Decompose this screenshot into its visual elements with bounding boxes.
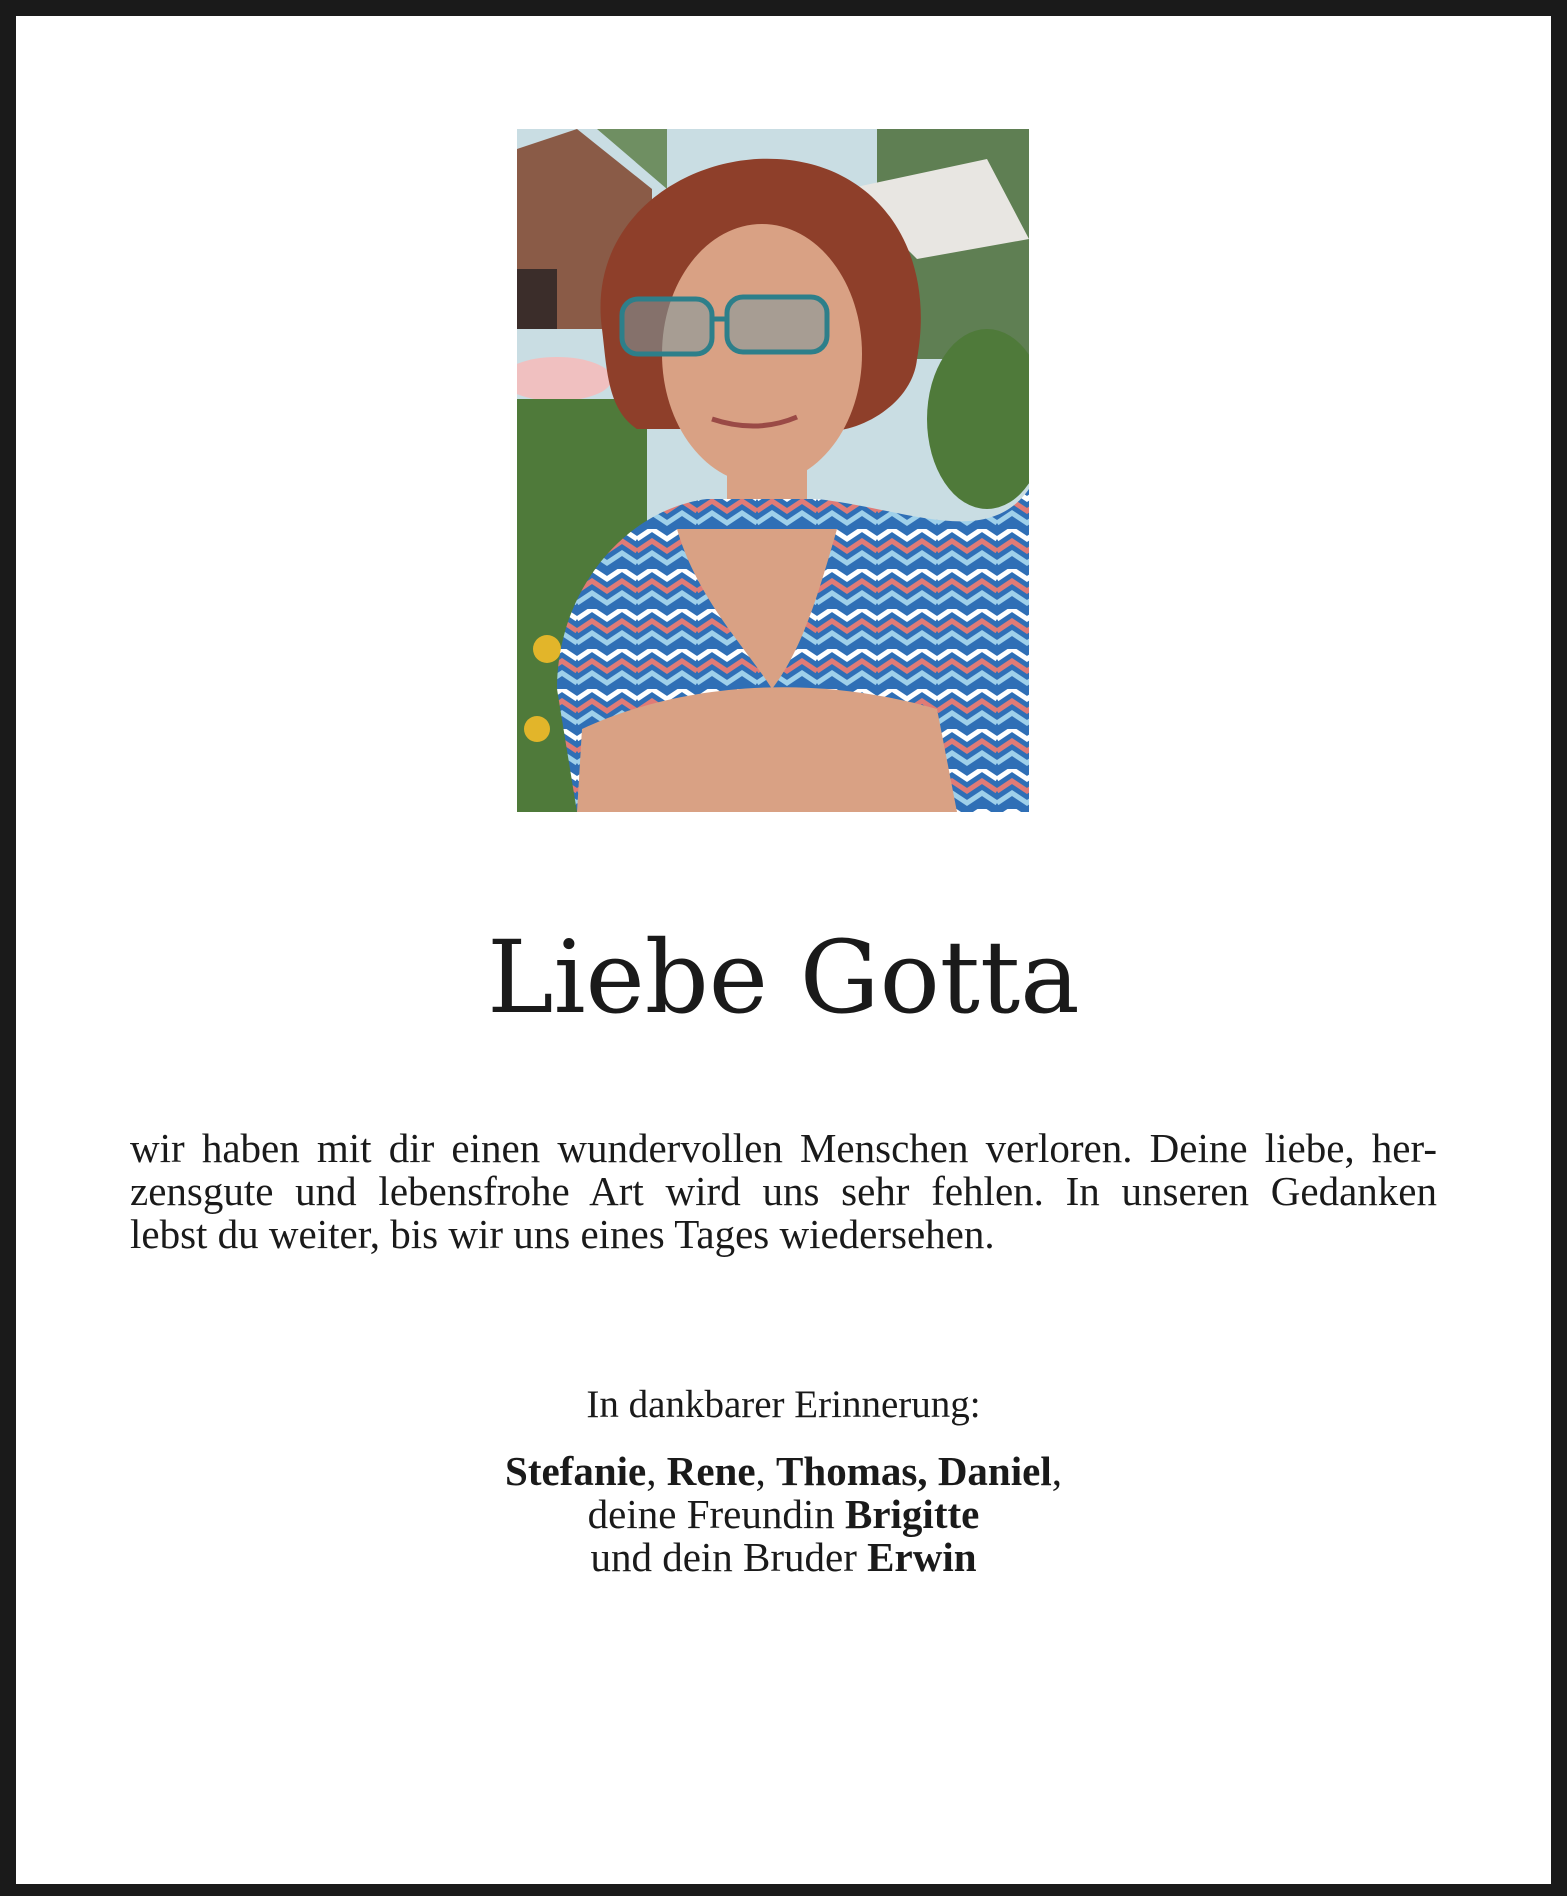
mourners-row-children: [0, 1450, 1567, 1493]
portrait-photo: [517, 129, 1029, 812]
separator: [928, 1448, 938, 1494]
relation-text: und dein Bruder: [590, 1534, 868, 1580]
mourner-name: Thomas,: [776, 1448, 928, 1494]
relation-text: deine Freundin: [587, 1491, 845, 1537]
closing-block: [0, 1383, 1567, 1579]
mourner-name: Stefanie: [505, 1448, 647, 1494]
mourners-row-brother: [0, 1536, 1567, 1579]
mourner-name: Erwin: [867, 1534, 977, 1580]
obituary-body: [130, 1127, 1437, 1256]
separator: ,: [755, 1448, 777, 1494]
body-line: wir haben mit dir einen wundervollen Menschen verloren. Deine liebe, her-: [130, 1125, 1437, 1171]
mourner-name: Daniel: [937, 1448, 1052, 1494]
mourner-name: Brigitte: [845, 1491, 980, 1537]
mourner-name: Rene: [666, 1448, 756, 1494]
separator: ,: [646, 1448, 667, 1494]
separator: ,: [1051, 1448, 1062, 1494]
body-line: zensgute und lebensfrohe Art wird uns sehr fehlen. In unseren Gedanken: [130, 1168, 1437, 1214]
mourners-row-friend: [0, 1493, 1567, 1536]
closing-intro: In dankbarer Erinnerung:: [586, 1383, 981, 1426]
portrait-photo-icon: [517, 129, 1029, 812]
body-line: lebst du weiter, bis wir uns eines Tages wiedersehen.: [130, 1211, 995, 1257]
heading: Liebe Gotta: [487, 919, 1080, 1036]
